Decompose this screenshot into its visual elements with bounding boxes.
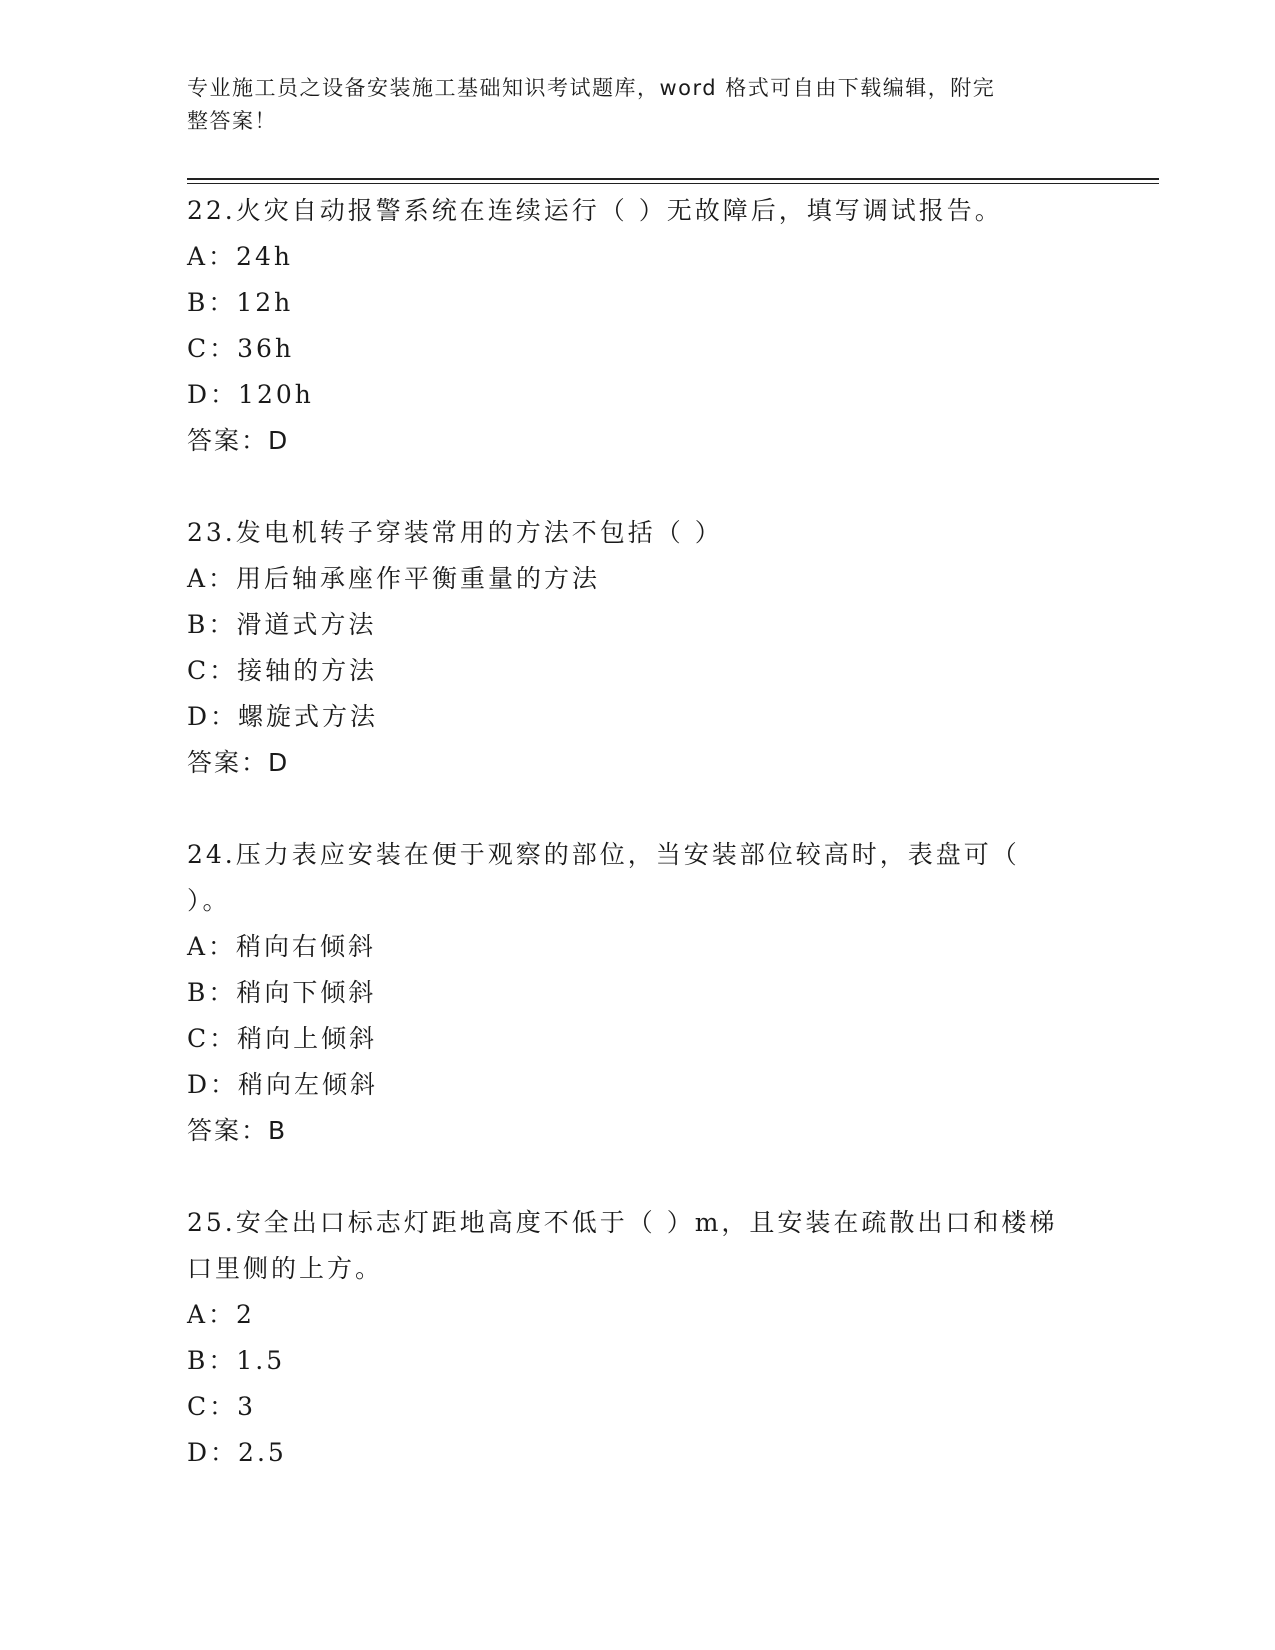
answer: 答案：B <box>187 1116 288 1145</box>
option-d: D：120h <box>187 380 314 409</box>
document-header <box>187 72 1087 138</box>
question-25 <box>187 1200 1087 1476</box>
option-a: A：24h <box>187 242 293 271</box>
question-22 <box>187 188 1087 464</box>
question-stem-continued: 口里侧的上方。 <box>187 1254 384 1283</box>
header-divider-thin <box>187 183 1159 184</box>
question-stem: 22.火灾自动报警系统在连续运行（ ）无故障后，填写调试报告。 <box>187 196 1003 225</box>
option-b: B：1.5 <box>187 1346 286 1375</box>
option-c: C：接轴的方法 <box>187 656 378 685</box>
option-a: A：稍向右倾斜 <box>187 932 377 961</box>
option-b: B：稍向下倾斜 <box>187 978 377 1007</box>
option-c: C：3 <box>187 1392 257 1421</box>
question-stem: 24.压力表应安装在便于观察的部位，当安装部位较高时，表盘可（ <box>187 840 1020 869</box>
option-d: D：稍向左倾斜 <box>187 1070 379 1099</box>
option-a: A：2 <box>187 1300 255 1329</box>
option-c: C：36h <box>187 334 295 363</box>
header-line-2: 整答案！ <box>187 109 277 133</box>
option-b: B：12h <box>187 288 294 317</box>
header-divider-thick <box>187 178 1159 180</box>
question-list <box>187 188 1087 1476</box>
option-d: D：螺旋式方法 <box>187 702 379 731</box>
question-24 <box>187 832 1087 1154</box>
option-a: A：用后轴承座作平衡重量的方法 <box>187 564 601 593</box>
question-stem-continued: ）。 <box>187 886 231 915</box>
question-23 <box>187 510 1087 786</box>
answer: 答案：D <box>187 748 290 777</box>
header-line-1: 专业施工员之设备安装施工基础知识考试题库，word 格式可自由下载编辑，附完 <box>187 76 996 100</box>
option-b: B：滑道式方法 <box>187 610 377 639</box>
option-d: D：2.5 <box>187 1438 287 1467</box>
answer: 答案：D <box>187 426 290 455</box>
option-c: C：稍向上倾斜 <box>187 1024 378 1053</box>
question-stem: 25.安全出口标志灯距地高度不低于（ ）m，且安装在疏散出口和楼梯 <box>187 1208 1058 1237</box>
question-stem: 23.发电机转子穿装常用的方法不包括（ ） <box>187 518 723 547</box>
